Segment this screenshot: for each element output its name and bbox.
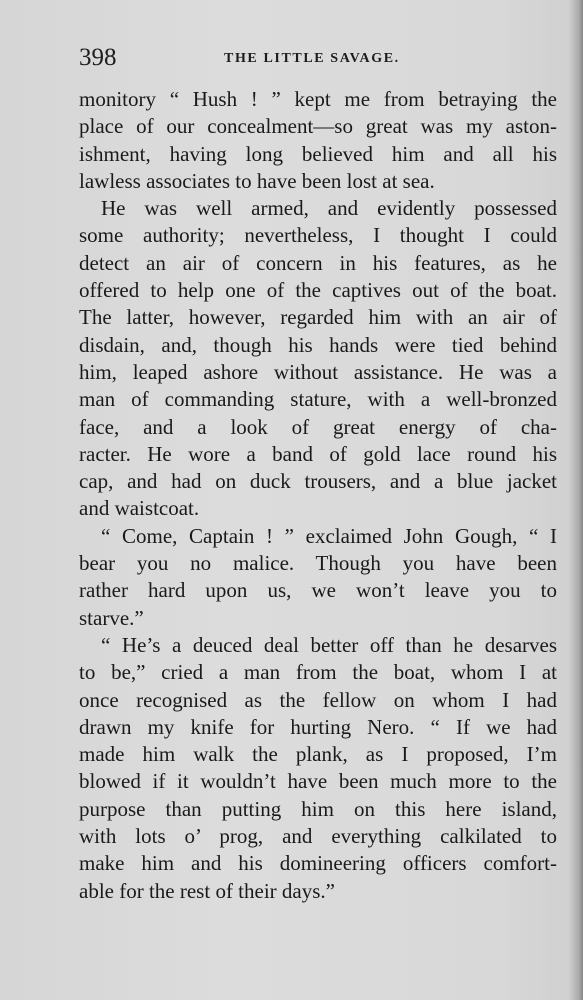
text-line: “ Come, Captain ! ” exclaimed John Gough, “ I <box>101 523 557 548</box>
text-line: ishment, having long believed him and all his <box>79 141 557 166</box>
text-line: place of our concealment—so great was my aston- <box>79 114 557 139</box>
paragraph-1 <box>79 86 557 195</box>
text-line: with lots o’ prog, and everything calkilated to <box>79 824 557 849</box>
text-line: man of commanding stature, with a well-bronzed <box>79 387 557 412</box>
paragraph-2 <box>79 195 557 523</box>
text-line: racter. He wore a band of gold lace round his <box>79 441 557 466</box>
text-line: purpose than putting him on this here island, <box>79 796 557 821</box>
page-header <box>79 42 557 78</box>
text-line: drawn my knife for hurting Nero. “ If we had <box>79 714 557 739</box>
paragraph-3 <box>79 523 557 632</box>
text-line: and waistcoat. <box>79 496 200 521</box>
text-line: him, leaped ashore without assistance. He was a <box>79 359 557 384</box>
page-edge-shadow <box>569 0 583 1000</box>
text-line: make him and his domineering officers comfort- <box>79 851 557 876</box>
text-line: detect an air of concern in his features, as he <box>79 250 557 275</box>
text-line: to be,” cried a man from the boat, whom I at <box>79 660 557 685</box>
text-line: monitory “ Hush ! ” kept me from betraying the <box>79 87 557 111</box>
paragraph-4 <box>79 632 557 905</box>
text-line: rather hard upon us, we won’t leave you to <box>79 578 557 603</box>
text-line: disdain, and, though his hands were tied behind <box>79 332 557 357</box>
body-text <box>79 86 557 905</box>
running-head: THE LITTLE SAVAGE. <box>224 51 400 66</box>
text-line: The latter, however, regarded him with an air of <box>79 305 557 330</box>
text-line: some authority; nevertheless, I thought I could <box>79 223 557 248</box>
page-number: 398 <box>79 44 117 71</box>
text-line: bear you no malice. Though you have been <box>79 551 557 576</box>
text-line: lawless associates to have been lost at sea. <box>79 168 435 193</box>
text-line: “ He’s a deuced deal better off than he desarves <box>101 632 557 657</box>
text-line: blowed if it wouldn’t have been much more to the <box>79 769 557 794</box>
text-line: He was well armed, and evidently possessed <box>101 196 557 221</box>
text-line: once recognised as the fellow on whom I had <box>79 687 557 712</box>
text-line: offered to help one of the captives out of the boat. <box>79 278 557 303</box>
text-line: cap, and had on duck trousers, and a blue jacket <box>79 469 557 494</box>
text-line: able for the rest of their days.” <box>79 878 335 903</box>
text-line: face, and a look of great energy of cha- <box>79 414 557 439</box>
text-line: starve.” <box>79 605 144 630</box>
text-line: made him walk the plank, as I proposed, I’m <box>79 742 557 767</box>
